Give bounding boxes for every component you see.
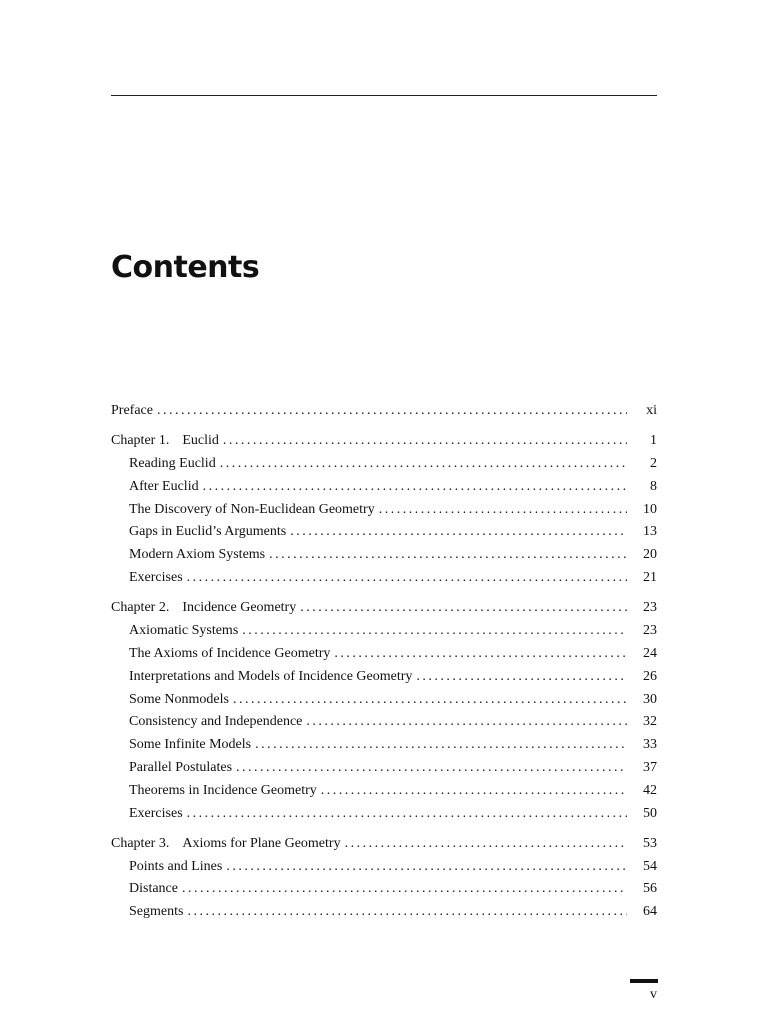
toc-entry-label: Some Nonmodels xyxy=(129,691,229,707)
dot-leader xyxy=(306,711,627,734)
toc-entry-label: Exercises xyxy=(129,570,183,586)
toc-section-entry[interactable] xyxy=(111,757,657,780)
dot-leader xyxy=(220,453,627,476)
toc-page-number: 21 xyxy=(643,570,657,586)
toc-page-number: 10 xyxy=(643,501,657,517)
dot-leader xyxy=(187,901,627,924)
dot-leader xyxy=(290,521,627,544)
toc-page-number: 50 xyxy=(643,805,657,821)
footer-bar xyxy=(630,979,658,983)
toc-entry-title xyxy=(111,400,153,423)
toc-entry-title xyxy=(129,620,238,643)
toc-section-entry[interactable] xyxy=(111,620,657,643)
dot-leader xyxy=(345,833,627,856)
dot-leader xyxy=(379,499,627,522)
toc-entry-title xyxy=(129,711,302,734)
toc-section-entry[interactable] xyxy=(111,476,657,499)
toc-entry-label: Interpretations and Models of Incidence Geometry xyxy=(129,668,413,684)
chapter-number: Chapter 1. xyxy=(111,433,170,449)
page-title: Contents xyxy=(111,250,260,285)
toc-entry-title xyxy=(129,689,229,712)
toc-entry-label: The Axioms of Incidence Geometry xyxy=(129,645,331,661)
chapter-number: Chapter 3. xyxy=(111,835,170,851)
chapter-number: Chapter 2. xyxy=(111,600,170,616)
dot-leader xyxy=(269,544,627,567)
toc-page-number: 13 xyxy=(643,524,657,540)
toc-entry-label: After Euclid xyxy=(129,478,199,494)
toc-section-entry[interactable] xyxy=(111,856,657,879)
toc-page-number: 42 xyxy=(643,782,657,798)
toc-entry-title xyxy=(129,856,222,879)
toc-section-entry[interactable] xyxy=(111,666,657,689)
toc-chapter-entry[interactable] xyxy=(111,400,657,423)
toc-entry-label: Parallel Postulates xyxy=(129,759,233,775)
toc-page-number: 54 xyxy=(643,858,657,874)
toc-section-entry[interactable] xyxy=(111,780,657,803)
toc-entry-label: Axiomatic Systems xyxy=(129,623,239,639)
toc-entry-label: Segments xyxy=(129,904,184,920)
toc-entry-label: Consistency and Independence xyxy=(129,714,303,730)
dot-leader xyxy=(334,643,627,666)
toc-entry-label: Incidence Geometry xyxy=(182,600,297,616)
toc-page-number: 33 xyxy=(643,737,657,753)
toc-chapter-entry[interactable] xyxy=(111,597,657,620)
toc-entry-label: Points and Lines xyxy=(129,858,223,874)
dot-leader xyxy=(255,734,627,757)
toc-section-entry[interactable] xyxy=(111,901,657,924)
page-number: v xyxy=(650,987,657,1002)
toc-entry-title xyxy=(111,597,296,620)
toc-entry-label: Axioms for Plane Geometry xyxy=(182,835,341,851)
toc-entry-title xyxy=(129,453,216,476)
toc-page-number: 24 xyxy=(643,645,657,661)
toc-entry-label: Some Infinite Models xyxy=(129,737,252,753)
toc-entry-title xyxy=(129,734,251,757)
dot-leader xyxy=(182,878,627,901)
toc-page-number: 56 xyxy=(643,881,657,897)
toc-section-entry[interactable] xyxy=(111,499,657,522)
toc-entry-title xyxy=(111,430,219,453)
toc-section-entry[interactable] xyxy=(111,689,657,712)
toc-page-number: 1 xyxy=(650,433,657,449)
toc-entry-label: Theorems in Incidence Geometry xyxy=(129,782,317,798)
dot-leader xyxy=(416,666,627,689)
toc-section-entry[interactable] xyxy=(111,521,657,544)
toc-page-number: 37 xyxy=(643,759,657,775)
dot-leader xyxy=(242,620,627,643)
toc-entry-title xyxy=(129,544,265,567)
header-rule xyxy=(111,95,657,96)
toc-entry-label: Gaps in Euclid’s Arguments xyxy=(129,524,287,540)
toc-page-number: 23 xyxy=(643,623,657,639)
toc-page-number: 32 xyxy=(643,714,657,730)
toc-entry-label: Distance xyxy=(129,881,178,897)
dot-leader xyxy=(233,689,627,712)
dot-leader xyxy=(321,780,627,803)
dot-leader xyxy=(203,476,627,499)
toc-entry-title xyxy=(129,803,183,826)
toc-section-entry[interactable] xyxy=(111,453,657,476)
toc-section-entry[interactable] xyxy=(111,643,657,666)
dot-leader xyxy=(236,757,627,780)
toc-entry-label: The Discovery of Non-Euclidean Geometry xyxy=(129,501,375,517)
toc-entry-title xyxy=(129,780,317,803)
toc-entry-title xyxy=(129,499,375,522)
dot-leader xyxy=(223,430,627,453)
toc-entry-label: Reading Euclid xyxy=(129,456,216,472)
dot-leader xyxy=(226,856,627,879)
toc-page-number: 2 xyxy=(650,456,657,472)
toc-page-number: 53 xyxy=(643,835,657,851)
toc-page-number: 64 xyxy=(643,904,657,920)
toc-chapter-entry[interactable] xyxy=(111,430,657,453)
toc-chapter-entry[interactable] xyxy=(111,833,657,856)
toc-entry-title xyxy=(129,666,412,689)
toc-entry-title xyxy=(129,521,286,544)
dot-leader xyxy=(157,400,627,423)
toc-section-entry[interactable] xyxy=(111,803,657,826)
toc-entry-label: Preface xyxy=(111,403,153,418)
toc-page-number: 30 xyxy=(643,691,657,707)
toc-section-entry[interactable] xyxy=(111,734,657,757)
toc-section-entry[interactable] xyxy=(111,711,657,734)
toc-page-number: xi xyxy=(646,403,657,418)
dot-leader xyxy=(187,567,627,590)
toc-entry-label: Modern Axiom Systems xyxy=(129,547,266,563)
toc-entry-label: Exercises xyxy=(129,805,183,821)
toc-entry-title xyxy=(129,567,183,590)
toc-entry-title xyxy=(129,901,183,924)
table-of-contents xyxy=(111,400,657,924)
toc-section-entry[interactable] xyxy=(111,544,657,567)
toc-entry-title xyxy=(129,476,199,499)
dot-leader xyxy=(187,803,627,826)
toc-entry-label: Euclid xyxy=(182,433,219,449)
toc-section-entry[interactable] xyxy=(111,567,657,590)
toc-page-number: 26 xyxy=(643,668,657,684)
toc-page-number: 8 xyxy=(650,478,657,494)
toc-entry-title xyxy=(129,757,232,780)
toc-page-number: 20 xyxy=(643,547,657,563)
toc-section-entry[interactable] xyxy=(111,878,657,901)
toc-entry-title xyxy=(129,643,330,666)
toc-entry-title xyxy=(129,878,178,901)
toc-entry-title xyxy=(111,833,341,856)
dot-leader xyxy=(300,597,627,620)
toc-page-number: 23 xyxy=(643,600,657,616)
